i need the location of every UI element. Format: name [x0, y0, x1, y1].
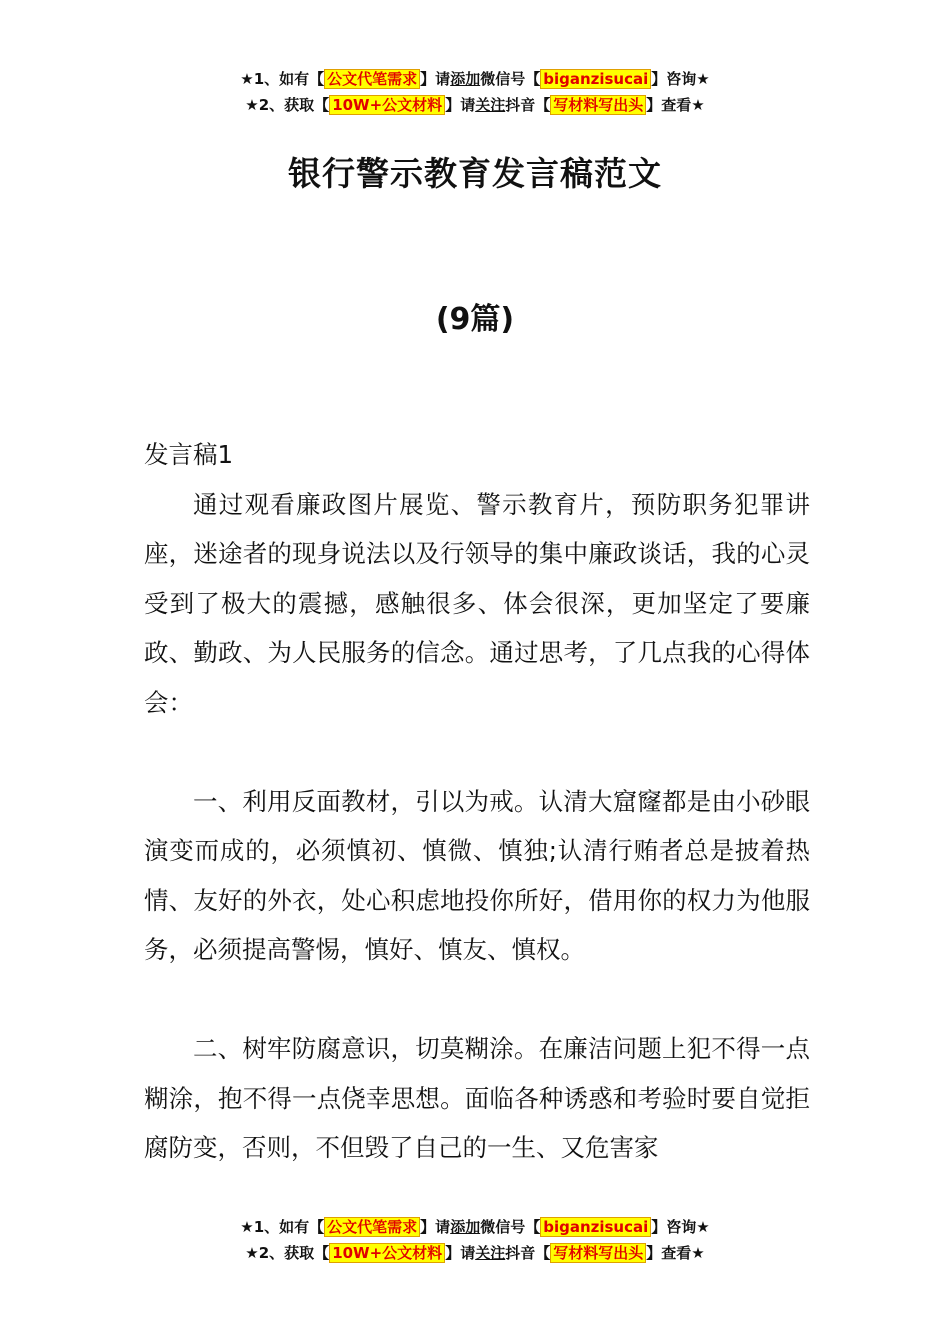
paragraph-point-1: 一、利用反面教材，引以为戒。认清大窟窿都是由小砂眼演变而成的，必须慎初、慎微、慎独;认清行贿者总是披着热情、友好的外衣，处心积虑地投你所好，借用你的权力为他服务，必须提高警惕，慎好、慎友、慎权。 — [144, 786, 810, 964]
footer-banner — [0, 1214, 950, 1266]
highlight-service: 公文代笔需求 — [324, 69, 420, 89]
highlight-materials: 10W+公文材料 — [329, 1243, 445, 1263]
banner-line-1: ★1、如有【 公文代笔需求 】请添加微信号【 biganzisucai 】咨询★ — [240, 70, 710, 88]
paragraph-point-2: 二、树牢防腐意识，切莫糊涂。在廉洁问题上犯不得一点糊涂，抱不得一点侥幸思想。面临各种诱惑和考验时要自觉拒腐防变，否则，不但毁了自己的一生、又危害家 — [144, 1034, 810, 1162]
banner-line-2: ★2、获取【 10W+公文材料 】请关注抖音【 写材料写出头 】查看★ — [245, 96, 705, 114]
highlight-douyin-id: 写材料写出头 — [550, 95, 646, 115]
highlight-wechat-id: biganzisucai — [540, 69, 651, 89]
highlight-service: 公文代笔需求 — [324, 1217, 420, 1237]
paragraph-intro: 通过观看廉政图片展览、警示教育片，预防职务犯罪讲座，迷途者的现身说法以及行领导的集中廉政谈话，我的心灵受到了极大的震撼，感触很多、体会很深，更加坚定了要廉政、勤政、为人民服务的信念。通过思考，了几点我的心得体会： — [144, 489, 810, 717]
section-label: 发言稿1 — [144, 440, 234, 469]
document-title: 银行警示教育发言稿范文 — [288, 154, 662, 193]
header-banner — [0, 66, 950, 118]
document-body — [144, 430, 810, 1173]
document-subtitle: (9篇) — [435, 302, 515, 337]
highlight-materials: 10W+公文材料 — [329, 95, 445, 115]
banner-line-2: ★2、获取【 10W+公文材料 】请关注抖音【 写材料写出头 】查看★ — [245, 1244, 705, 1262]
highlight-wechat-id: biganzisucai — [540, 1217, 651, 1237]
banner-line-1: ★1、如有【 公文代笔需求 】请添加微信号【 biganzisucai 】咨询★ — [240, 1218, 710, 1236]
highlight-douyin-id: 写材料写出头 — [550, 1243, 646, 1263]
